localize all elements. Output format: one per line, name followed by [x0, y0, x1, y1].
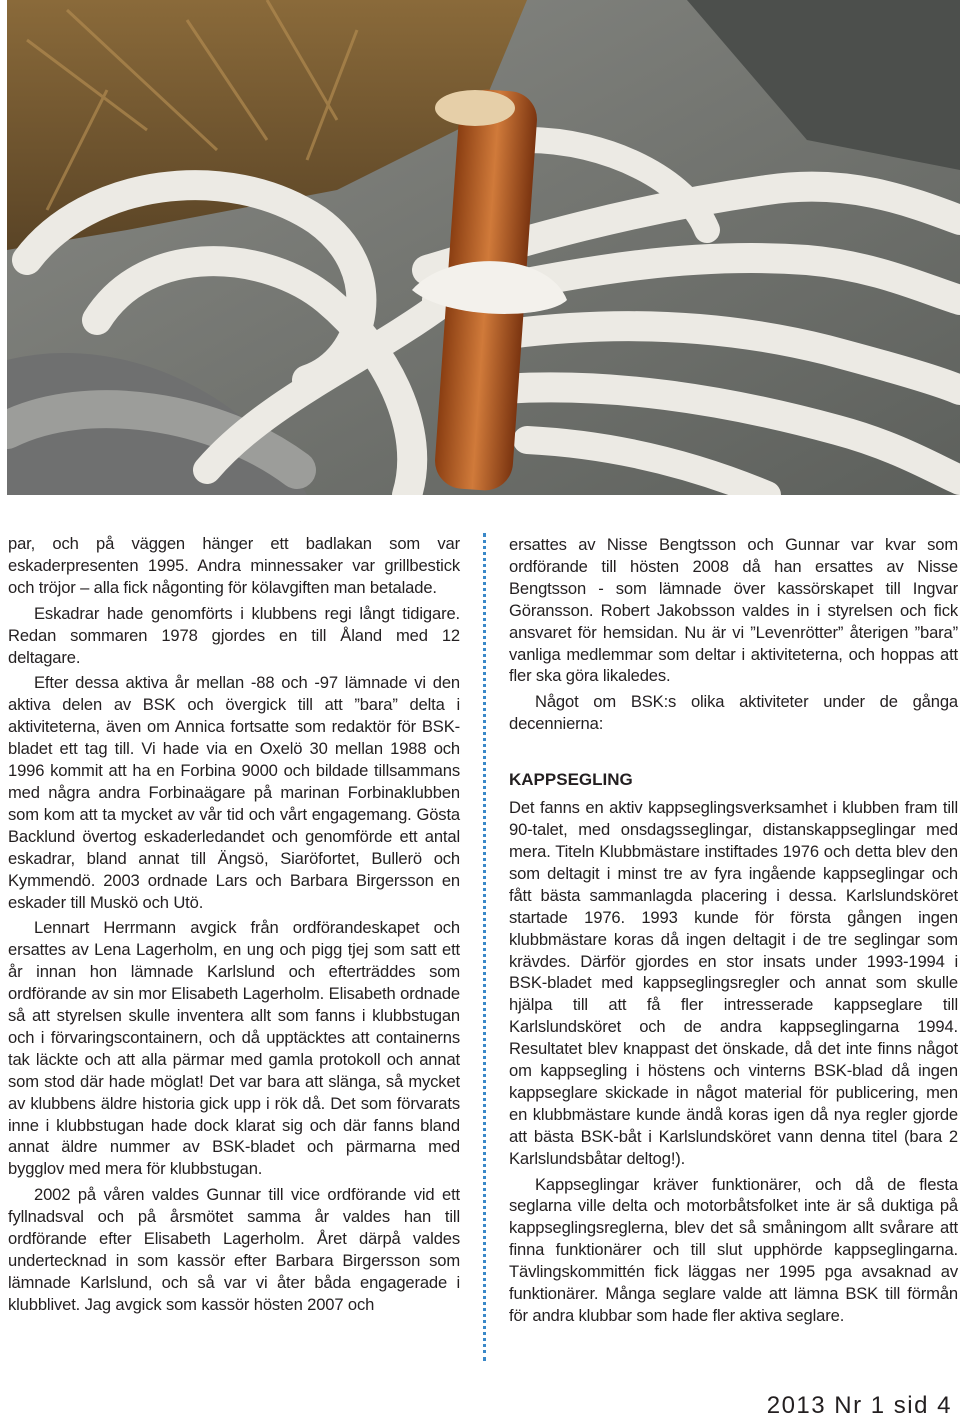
paragraph: 2002 på våren valdes Gunnar till vice ordförande vid ett fyllnadsval och på årsmötet samma år valdes han till ordförande efter Elisabeth Lagerholm. Året därpå valdes undertecknad in som kassör efter Barbara Birgersson som lämnade Karlslund, och så var vi åter båda engagerade i klubblivet. Jag avgick som kassör hösten 2007 och	[8, 1185, 460, 1314]
right-column	[509, 534, 958, 1327]
page-number: 2013 Nr 1 sid 4	[766, 1392, 952, 1419]
paragraph: Kappseglingar kräver funktionärer, och då de flesta seglarna ville delta och motorbåtsfolket inte är så duktiga på kappseglingsreglerna, blev det så småningom allt svårare att finna funktionärer och till slut upphörde kappseglingarna. Tävlingskommittén fick läggas ner 1995 pga avsaknad av funktionärer. Många seglare valde att lämna BSK till förmån för andra klubbar som hade fler aktiva seglare.	[509, 1174, 958, 1325]
column-divider	[483, 533, 486, 1361]
left-column	[8, 533, 460, 1316]
rope-knot-image	[7, 0, 960, 495]
paragraph: ersattes av Nisse Bengtsson och Gunnar var kvar som ordförande till hösten 2008 då han ersattes av Nisse Bengtsson - som lämnade över kassörskapet till Ingvar Göransson. Robert Jakobsson valdes in i styrelsen och fick ansvaret för hemsidan. Nu är vi ”Levenrötter” återigen ”bara” vanliga medlemmar som deltar i aktiviteterna, och hoppas att fler ska göra likaledes.	[509, 535, 958, 686]
paragraph: Efter dessa aktiva år mellan -88 och -97 lämnade vi den aktiva delen av BSK och övergick till att ”bara” delta i aktiviteterna, även om Annica fortsatte som redaktör för BSK-bladet ett tag till. Vi hade via en Oxelö 30 mellan 1988 och 1996 kommit att ha en Forbina 9000 och bildade tillsammans med några andra Forbinaägare på marinan Forbinaklubben som kom att ta mycket av vår tid och vårt engagemang. Gösta Backlund övertog eskaderledandet och genomförde ett antal eskadrar, bland annat till Ängsö, Siaröfortet, Bullerö och Kymmendö. 2003 ordnade Lars och Barbara Birgersson en eskader till Muskö och Utö.	[8, 673, 460, 912]
section-heading: KAPPSEGLING	[509, 770, 633, 790]
paragraph: Lennart Herrmann avgick från ordförandeskapet och ersattes av Lena Lagerholm, en ung och pigg tjej som satt ett år innan hon lämnade Karlslund och efterträddes som ordförande av sin mor Elisabeth Lagerholm. Elisabeth ordnade så att styrelsen skulle inventera allt som fanns i klubbstugan och i förvaringscontainern, och då upptäcktes att containerns tak läckte och att alla pärmar med gamla protokoll och annat som stod där hade möglat! Det var bara att slänga, så mycket av klubbens äldre historia gick upp i rök då. Det som förvarats inne i klubbstugan hade dock klarat sig och där fanns bland annat äldre nummer av BSK-bladet och pärmarna med bygglov med mera för klubbstugan.	[8, 918, 460, 1179]
paragraph: Eskadrar hade genomförts i klubbens regi långt tidigare. Redan sommaren 1978 gjordes en till Åland med 12 deltagare.	[8, 603, 460, 667]
rope-photo	[7, 0, 960, 495]
paragraph: par, och på väggen hänger ett badlakan som var eskaderpresenten 1995. Andra minnessaker var grillbestick och tröjor – alla fick någonting för kölavgiften man betalade.	[8, 534, 460, 597]
paragraph: Det fanns en aktiv kappseglingsverksamhet i klubben fram till 90-talet, med onsdagsseglingar, distanskappseglingar med mera. Titeln Klubbmästare instiftades 1976 och detta blev den som deltagit i minst tre av fyra ingående kappseglingar och fått bästa sammanlagda placering i dessa. Karlslundsköret startade 1976. 1993 kunde för första gången ingen klubbmästare koras då ingen deltagit i de tre seglingar som krävdes. Därför gjordes en stor insats under 1993-1994 i BSK-bladet med kappseglingsregler och annat som skulle hjälpa till att få fler intresserade kappseglare till Karlslundsköret och de andra kappseglingarna 1994. Resultatet blev knappast det önskade, då det inte finns något om kappsegling i höstens och vinterns BSK-blad då ingen kappseglare skickade in något material för publicering, men en klubbmästare kunde ändå koras igen då nya regler gjorde att bästa BSK-båt i Karlslundsköret vann denna titel (bara 2 Karlslundsbåtar deltog!).	[509, 798, 958, 1168]
paragraph: Något om BSK:s olika aktiviteter under de gånga decennierna:	[509, 692, 958, 734]
